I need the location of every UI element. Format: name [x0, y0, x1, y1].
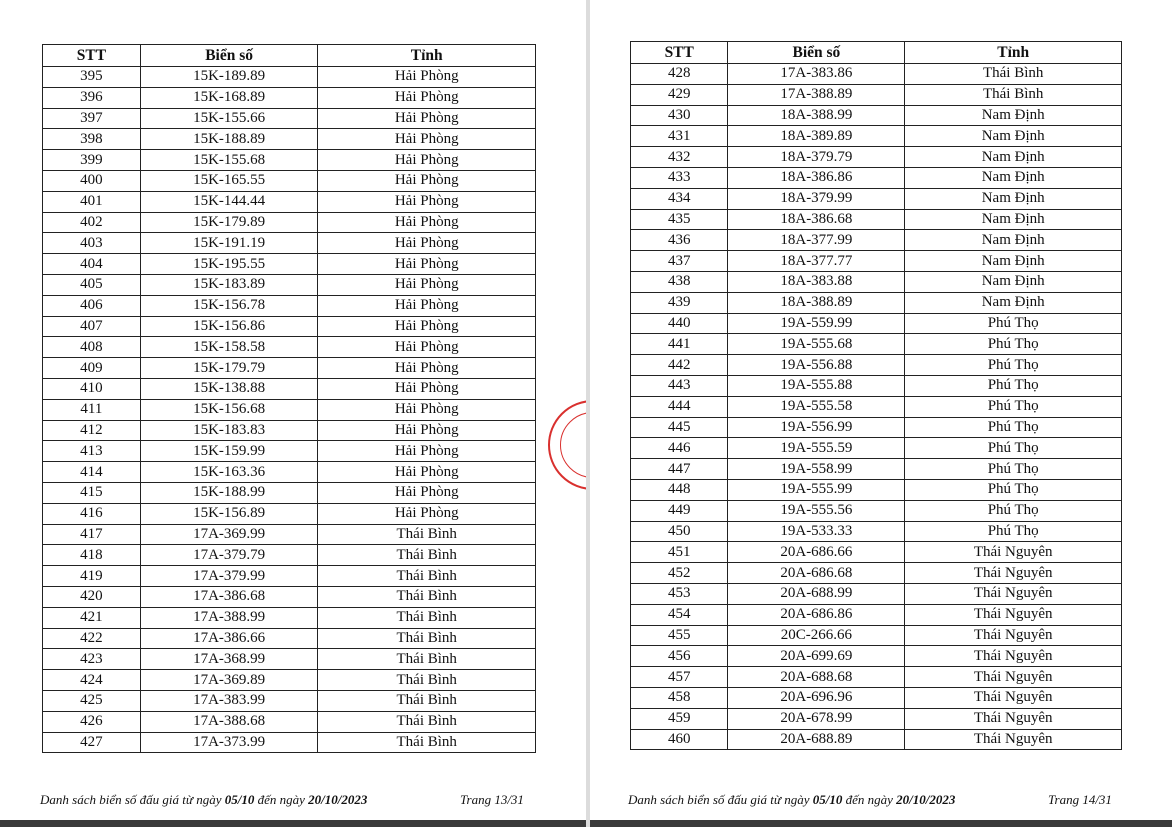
- cell-province: Nam Định: [905, 167, 1122, 188]
- cell-plate: 18A-383.88: [728, 271, 905, 292]
- plate-table: [42, 44, 536, 753]
- cell-province: Thái Bình: [318, 586, 536, 607]
- footer-description: [40, 792, 367, 808]
- table-row: [631, 521, 1122, 542]
- cell-plate: 18A-389.89: [728, 126, 905, 147]
- table-row: [43, 420, 536, 441]
- cell-province: Hải Phòng: [318, 441, 536, 462]
- footer-mid: đến ngày: [842, 792, 897, 807]
- cell-plate: 15K-188.99: [140, 482, 318, 503]
- cell-stt: 406: [43, 295, 141, 316]
- cell-stt: 409: [43, 358, 141, 379]
- cell-province: Thái Bình: [318, 566, 536, 587]
- cell-province: Thái Bình: [318, 670, 536, 691]
- table-row: [43, 503, 536, 524]
- table-row: [631, 292, 1122, 313]
- cell-stt: 446: [631, 438, 728, 459]
- header-plate: Biển số: [728, 42, 905, 64]
- cell-province: Thái Nguyên: [905, 667, 1122, 688]
- footer-date-to: 20/10/2023: [308, 792, 368, 807]
- cell-plate: 19A-555.88: [728, 375, 905, 396]
- cell-plate: 17A-379.99: [140, 566, 318, 587]
- table-row: [43, 254, 536, 275]
- cell-plate: 20A-688.89: [728, 729, 905, 750]
- table-row: [631, 687, 1122, 708]
- table-row: [631, 625, 1122, 646]
- cell-plate: 20A-678.99: [728, 708, 905, 729]
- cell-plate: 15K-156.68: [140, 399, 318, 420]
- cell-province: Phú Thọ: [905, 459, 1122, 480]
- cell-plate: 18A-386.68: [728, 209, 905, 230]
- cell-stt: 449: [631, 500, 728, 521]
- document-page-14: [590, 0, 1172, 820]
- cell-stt: 452: [631, 563, 728, 584]
- cell-stt: 459: [631, 708, 728, 729]
- cell-plate: 20A-696.96: [728, 687, 905, 708]
- table-row: [43, 108, 536, 129]
- cell-stt: 438: [631, 271, 728, 292]
- header-stt: STT: [43, 45, 141, 67]
- cell-plate: 17A-373.99: [140, 732, 318, 753]
- cell-stt: 453: [631, 583, 728, 604]
- cell-stt: 450: [631, 521, 728, 542]
- cell-plate: 15K-163.36: [140, 462, 318, 483]
- cell-province: Hải Phòng: [318, 254, 536, 275]
- cell-plate: 15K-156.86: [140, 316, 318, 337]
- cell-province: Thái Nguyên: [905, 604, 1122, 625]
- cell-plate: 19A-533.33: [728, 521, 905, 542]
- table-row: [631, 646, 1122, 667]
- cell-stt: 397: [43, 108, 141, 129]
- table-row: [631, 84, 1122, 105]
- table-row: [631, 417, 1122, 438]
- cell-plate: 20A-686.68: [728, 563, 905, 584]
- cell-plate: 17A-388.68: [140, 711, 318, 732]
- cell-province: Thái Bình: [905, 84, 1122, 105]
- table-row: [631, 334, 1122, 355]
- cell-stt: 410: [43, 378, 141, 399]
- cell-plate: 19A-555.58: [728, 396, 905, 417]
- table-row: [631, 209, 1122, 230]
- cell-plate: 17A-369.89: [140, 670, 318, 691]
- cell-province: Hải Phòng: [318, 191, 536, 212]
- cell-plate: 17A-386.68: [140, 586, 318, 607]
- cell-stt: 413: [43, 441, 141, 462]
- table-row: [631, 459, 1122, 480]
- cell-province: Hải Phòng: [318, 129, 536, 150]
- cell-province: Nam Định: [905, 251, 1122, 272]
- cell-province: Phú Thọ: [905, 479, 1122, 500]
- cell-plate: 19A-555.99: [728, 479, 905, 500]
- cell-stt: 457: [631, 667, 728, 688]
- cell-plate: 17A-386.66: [140, 628, 318, 649]
- cell-plate: 19A-555.56: [728, 500, 905, 521]
- table-row: [43, 462, 536, 483]
- cell-province: Hải Phòng: [318, 503, 536, 524]
- cell-plate: 15K-155.68: [140, 150, 318, 171]
- cell-stt: 395: [43, 67, 141, 88]
- cell-stt: 396: [43, 87, 141, 108]
- table-row: [631, 667, 1122, 688]
- table-row: [631, 64, 1122, 85]
- cell-stt: 430: [631, 105, 728, 126]
- cell-stt: 435: [631, 209, 728, 230]
- cell-province: Hải Phòng: [318, 316, 536, 337]
- table-row: [631, 251, 1122, 272]
- cell-province: Nam Định: [905, 188, 1122, 209]
- table-row: [631, 500, 1122, 521]
- cell-stt: 400: [43, 170, 141, 191]
- cell-stt: 436: [631, 230, 728, 251]
- table-row: [631, 479, 1122, 500]
- table-row: [631, 375, 1122, 396]
- table-row: [43, 87, 536, 108]
- table-row: [43, 566, 536, 587]
- cell-stt: 423: [43, 649, 141, 670]
- cell-plate: 19A-555.59: [728, 438, 905, 459]
- table-row: [43, 170, 536, 191]
- cell-province: Hải Phòng: [318, 295, 536, 316]
- cell-stt: 419: [43, 566, 141, 587]
- cell-province: Hải Phòng: [318, 170, 536, 191]
- footer-date-to: 20/10/2023: [896, 792, 956, 807]
- cell-province: Nam Định: [905, 147, 1122, 168]
- cell-province: Nam Định: [905, 271, 1122, 292]
- table-row: [43, 524, 536, 545]
- cell-province: Hải Phòng: [318, 462, 536, 483]
- table-row: [43, 649, 536, 670]
- cell-province: Nam Định: [905, 292, 1122, 313]
- table-row: [43, 732, 536, 753]
- cell-province: Thái Bình: [318, 732, 536, 753]
- table-row: [43, 337, 536, 358]
- cell-plate: 15K-156.78: [140, 295, 318, 316]
- cell-stt: 412: [43, 420, 141, 441]
- cell-province: Phú Thọ: [905, 417, 1122, 438]
- cell-stt: 448: [631, 479, 728, 500]
- cell-plate: 17A-388.89: [728, 84, 905, 105]
- table-row: [631, 230, 1122, 251]
- table-row: [43, 67, 536, 88]
- cell-plate: 18A-377.77: [728, 251, 905, 272]
- page-number: Trang 14/31: [1048, 792, 1112, 807]
- cell-plate: 18A-388.99: [728, 105, 905, 126]
- cell-plate: 19A-556.99: [728, 417, 905, 438]
- table-row: [43, 482, 536, 503]
- table-row: [43, 233, 536, 254]
- table-row: [631, 147, 1122, 168]
- cell-plate: 20A-688.68: [728, 667, 905, 688]
- cell-province: Thái Nguyên: [905, 563, 1122, 584]
- cell-plate: 15K-159.99: [140, 441, 318, 462]
- cell-stt: 405: [43, 274, 141, 295]
- cell-plate: 20A-686.66: [728, 542, 905, 563]
- document-page-13: [0, 0, 586, 820]
- table-header-row: [43, 45, 536, 67]
- cell-stt: 408: [43, 337, 141, 358]
- cell-plate: 19A-558.99: [728, 459, 905, 480]
- table-row: [631, 583, 1122, 604]
- cell-province: Thái Bình: [318, 711, 536, 732]
- cell-stt: 414: [43, 462, 141, 483]
- cell-stt: 399: [43, 150, 141, 171]
- cell-province: Phú Thọ: [905, 375, 1122, 396]
- cell-province: Hải Phòng: [318, 337, 536, 358]
- cell-stt: 425: [43, 690, 141, 711]
- cell-plate: 18A-386.86: [728, 167, 905, 188]
- cell-province: Phú Thọ: [905, 334, 1122, 355]
- footer-mid: đến ngày: [254, 792, 309, 807]
- cell-province: Nam Định: [905, 209, 1122, 230]
- cell-province: Nam Định: [905, 126, 1122, 147]
- cell-stt: 416: [43, 503, 141, 524]
- footer-date-from: 05/10: [224, 792, 255, 807]
- cell-plate: 18A-379.99: [728, 188, 905, 209]
- cell-plate: 17A-379.79: [140, 545, 318, 566]
- cell-stt: 407: [43, 316, 141, 337]
- cell-plate: 17A-383.86: [728, 64, 905, 85]
- cell-plate: 19A-559.99: [728, 313, 905, 334]
- cell-stt: 443: [631, 375, 728, 396]
- cell-province: Phú Thọ: [905, 438, 1122, 459]
- cell-stt: 442: [631, 355, 728, 376]
- cell-province: Thái Bình: [318, 690, 536, 711]
- footer-description: [628, 792, 955, 808]
- cell-stt: 440: [631, 313, 728, 334]
- cell-plate: 20C-266.66: [728, 625, 905, 646]
- table-row: [43, 441, 536, 462]
- red-seal-stamp: [548, 400, 586, 490]
- table-row: [631, 438, 1122, 459]
- cell-plate: 19A-555.68: [728, 334, 905, 355]
- table-row: [43, 670, 536, 691]
- plate-table: [630, 41, 1122, 750]
- header-province: Tỉnh: [318, 45, 536, 67]
- cell-stt: 444: [631, 396, 728, 417]
- cell-stt: 418: [43, 545, 141, 566]
- cell-province: Thái Bình: [905, 64, 1122, 85]
- cell-plate: 15K-144.44: [140, 191, 318, 212]
- cell-plate: 18A-377.99: [728, 230, 905, 251]
- cell-plate: 15K-183.83: [140, 420, 318, 441]
- cell-plate: 15K-195.55: [140, 254, 318, 275]
- cell-plate: 15K-156.89: [140, 503, 318, 524]
- table-row: [43, 295, 536, 316]
- cell-province: Hải Phòng: [318, 150, 536, 171]
- cell-stt: 439: [631, 292, 728, 313]
- cell-province: Thái Nguyên: [905, 646, 1122, 667]
- table-row: [43, 586, 536, 607]
- cell-province: Hải Phòng: [318, 108, 536, 129]
- cell-province: Thái Nguyên: [905, 729, 1122, 750]
- table-row: [43, 274, 536, 295]
- table-row: [43, 191, 536, 212]
- table-row: [631, 313, 1122, 334]
- cell-stt: 415: [43, 482, 141, 503]
- cell-province: Thái Nguyên: [905, 625, 1122, 646]
- cell-plate: 17A-388.99: [140, 607, 318, 628]
- cell-stt: 451: [631, 542, 728, 563]
- page-number: Trang 13/31: [460, 792, 524, 807]
- table-row: [43, 545, 536, 566]
- cell-stt: 432: [631, 147, 728, 168]
- table-row: [43, 378, 536, 399]
- table-row: [631, 167, 1122, 188]
- cell-province: Hải Phòng: [318, 420, 536, 441]
- footer-prefix: Danh sách biển số đấu giá từ ngày: [628, 792, 813, 807]
- cell-province: Thái Nguyên: [905, 583, 1122, 604]
- cell-stt: 445: [631, 417, 728, 438]
- cell-plate: 15K-138.88: [140, 378, 318, 399]
- cell-province: Thái Bình: [318, 628, 536, 649]
- table-row: [43, 690, 536, 711]
- cell-province: Phú Thọ: [905, 355, 1122, 376]
- cell-stt: 433: [631, 167, 728, 188]
- cell-plate: 18A-379.79: [728, 147, 905, 168]
- cell-stt: 456: [631, 646, 728, 667]
- cell-province: Phú Thọ: [905, 500, 1122, 521]
- table-row: [631, 542, 1122, 563]
- header-stt: STT: [631, 42, 728, 64]
- table-row: [631, 355, 1122, 376]
- cell-stt: 437: [631, 251, 728, 272]
- cell-stt: 411: [43, 399, 141, 420]
- table-row: [43, 150, 536, 171]
- header-plate: Biển số: [140, 45, 318, 67]
- cell-plate: 20A-688.99: [728, 583, 905, 604]
- table-row: [43, 399, 536, 420]
- cell-province: Nam Định: [905, 105, 1122, 126]
- cell-stt: 403: [43, 233, 141, 254]
- cell-stt: 426: [43, 711, 141, 732]
- cell-province: Thái Nguyên: [905, 708, 1122, 729]
- table-row: [631, 126, 1122, 147]
- cell-province: Hải Phòng: [318, 378, 536, 399]
- table-row: [631, 708, 1122, 729]
- cell-plate: 17A-368.99: [140, 649, 318, 670]
- cell-province: Thái Bình: [318, 649, 536, 670]
- cell-stt: 421: [43, 607, 141, 628]
- cell-province: Thái Bình: [318, 524, 536, 545]
- cell-stt: 434: [631, 188, 728, 209]
- footer-date-from: 05/10: [812, 792, 843, 807]
- table-row: [43, 129, 536, 150]
- cell-stt: 428: [631, 64, 728, 85]
- cell-plate: 15K-155.66: [140, 108, 318, 129]
- cell-province: Thái Nguyên: [905, 687, 1122, 708]
- cell-province: Hải Phòng: [318, 233, 536, 254]
- cell-stt: 404: [43, 254, 141, 275]
- cell-plate: 17A-369.99: [140, 524, 318, 545]
- table-row: [631, 105, 1122, 126]
- cell-stt: 458: [631, 687, 728, 708]
- table-row: [631, 563, 1122, 584]
- cell-stt: 454: [631, 604, 728, 625]
- cell-stt: 455: [631, 625, 728, 646]
- cell-province: Phú Thọ: [905, 521, 1122, 542]
- cell-stt: 422: [43, 628, 141, 649]
- cell-plate: 15K-183.89: [140, 274, 318, 295]
- table-header-row: [631, 42, 1122, 64]
- cell-stt: 402: [43, 212, 141, 233]
- table-row: [43, 358, 536, 379]
- table-row: [631, 604, 1122, 625]
- cell-stt: 441: [631, 334, 728, 355]
- header-province: Tỉnh: [905, 42, 1122, 64]
- cell-stt: 420: [43, 586, 141, 607]
- cell-plate: 15K-179.79: [140, 358, 318, 379]
- cell-stt: 460: [631, 729, 728, 750]
- cell-province: Hải Phòng: [318, 87, 536, 108]
- cell-province: Hải Phòng: [318, 399, 536, 420]
- table-row: [43, 628, 536, 649]
- table-row: [631, 271, 1122, 292]
- cell-stt: 398: [43, 129, 141, 150]
- cell-stt: 401: [43, 191, 141, 212]
- cell-province: Thái Bình: [318, 545, 536, 566]
- cell-stt: 417: [43, 524, 141, 545]
- cell-plate: 15K-158.58: [140, 337, 318, 358]
- cell-province: Thái Nguyên: [905, 542, 1122, 563]
- cell-plate: 20A-686.86: [728, 604, 905, 625]
- cell-plate: 15K-168.89: [140, 87, 318, 108]
- cell-province: Hải Phòng: [318, 482, 536, 503]
- table-row: [631, 188, 1122, 209]
- table-row: [43, 607, 536, 628]
- cell-province: Phú Thọ: [905, 396, 1122, 417]
- cell-plate: 15K-188.89: [140, 129, 318, 150]
- cell-stt: 447: [631, 459, 728, 480]
- cell-plate: 17A-383.99: [140, 690, 318, 711]
- cell-plate: 19A-556.88: [728, 355, 905, 376]
- cell-plate: 15K-179.89: [140, 212, 318, 233]
- table-row: [43, 316, 536, 337]
- cell-plate: 15K-165.55: [140, 170, 318, 191]
- cell-stt: 424: [43, 670, 141, 691]
- cell-province: Hải Phòng: [318, 67, 536, 88]
- cell-province: Hải Phòng: [318, 212, 536, 233]
- cell-plate: 15K-189.89: [140, 67, 318, 88]
- cell-stt: 427: [43, 732, 141, 753]
- cell-province: Hải Phòng: [318, 274, 536, 295]
- cell-stt: 431: [631, 126, 728, 147]
- cell-province: Hải Phòng: [318, 358, 536, 379]
- cell-stt: 429: [631, 84, 728, 105]
- cell-plate: 15K-191.19: [140, 233, 318, 254]
- table-row: [43, 711, 536, 732]
- cell-plate: 20A-699.69: [728, 646, 905, 667]
- table-row: [631, 729, 1122, 750]
- cell-province: Thái Bình: [318, 607, 536, 628]
- footer-prefix: Danh sách biển số đấu giá từ ngày: [40, 792, 225, 807]
- table-row: [43, 212, 536, 233]
- cell-province: Phú Thọ: [905, 313, 1122, 334]
- table-row: [631, 396, 1122, 417]
- cell-province: Nam Định: [905, 230, 1122, 251]
- cell-plate: 18A-388.89: [728, 292, 905, 313]
